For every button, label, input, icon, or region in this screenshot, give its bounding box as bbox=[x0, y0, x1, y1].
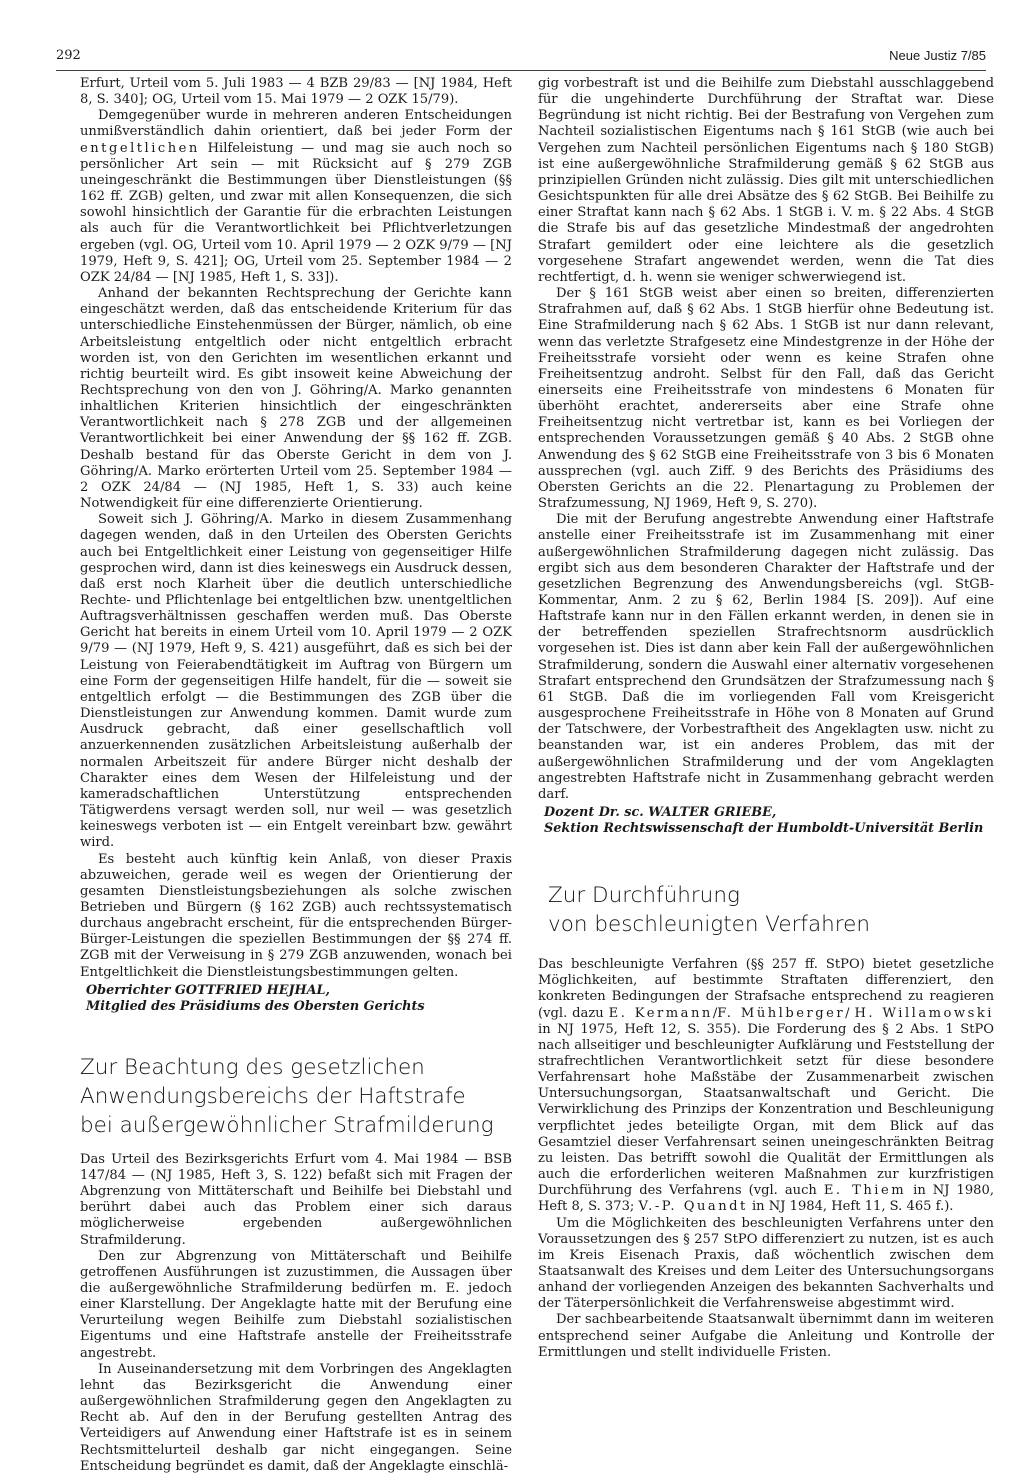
paragraph: Den zur Abgrenzung von Mittäterschaft und Beihilfe getroffenen Ausführungen ist zuzustimmen, die Aussagen über die außergewöhnliche Strafmilderung bedürfen m. E. jedoch einer Klarstellung. Der Angeklagte hatte mit der Berufung eine Verurteilung wegen Beihilfe zum Diebstahl sozialistischen Eigentums und eine Haftstrafe anstelle der Freiheitsstrafe angestrebt. bbox=[80, 1248, 512, 1361]
author-signature bbox=[538, 805, 994, 837]
author-name: Dozent Dr. sc. WALTER GRIEBE, bbox=[544, 805, 777, 821]
paragraph: In Auseinandersetzung mit dem Vorbringen des Angeklagten lehnt das Bezirksgericht die Anwendung einer außergewöhnlichen Strafmilderung gegen den Angeklagten zu Recht ab. Auf den in der Berufung gestellten Antrag des Verteidigers auf Anwendung einer Haftstrafe ist es in seinem Rechtsmittelurteil deshalb gar nicht eingegangen. Seine Entscheidung begründet es damit, daß der Angeklagte einschlä- bbox=[80, 1361, 512, 1474]
author-affiliation: Sektion Rechtswissenschaft der Humboldt-Universität Berlin bbox=[544, 821, 984, 837]
paragraph: Die mit der Berufung angestrebte Anwendung einer Haftstrafe anstelle einer Freiheitsstrafe ist im Zusammenhang mit einer außergewöhnlichen Strafmilderung dagegen nicht zulässig. Das ergibt sich aus dem besonderen Charakter der Haftstrafe und der gesetzlichen Begrenzung des Anwendungsbereichs (vgl. StGB-Kommentar, Anm. 2 zu § 62, Berlin 1984 [S. 209]). Auf eine Haftstrafe kann nur in den Fällen erkannt werden, in denen sie in der betreffenden speziellen Strafrechtsnorm ausdrücklich vorgesehen ist. Dies ist dann aber kein Fall der außergewöhnlichen Strafmilderung, sondern die Auswahl einer alternativ vorgesehenen Strafart entsprechend den Grundsätzen der Strafzumessung nach § 61 StGB. Daß die im vorliegenden Fall vom Kreisgericht ausgesprochene Freiheitsstrafe in Höhe von 8 Monaten auf Grund der Tatschwere, der Vorbestraftheit des Angeklagten usw. nicht zu beanstanden war, ist ein anderes Problem, das mit der außergewöhnlichen Strafmilderung und der vom Angeklagten angestrebten Haftstrafe nicht in Zusammenhang gebracht werden darf. bbox=[538, 512, 994, 802]
paragraph: Demgegenüber wurde in mehreren anderen Entscheidungen unmißverständlich dahin orientiert, daß bei jeder Form der entgeltlichen Hilfeleistung — und mag sie auch noch so persönlicher Art sein — mit Rücksicht auf § 279 ZGB uneingeschränkt die Bestimmungen über Dienstleistungen (§§ 162 ff. ZGB) gelten, und zwar mit allen Konsequenzen, die sich sowohl hinsichtlich der Garantie für die erbrachten Leistungen als auch für die Verantwortlichkeit bei Pflichtverletzungen ergeben (vgl. OG, Urteil vom 10. April 1979 — 2 OZK 9/79 — [NJ 1979, Heft 9, S. 421]; OG, Urteil vom 25. September 1984 — 2 OZK 24/84 — [NJ 1985, Heft 1, S. 33]). bbox=[80, 108, 512, 285]
author-affiliation: Mitglied des Präsidiums des Obersten Gerichts bbox=[86, 998, 425, 1014]
author-signature bbox=[80, 983, 512, 1015]
paragraph: gig vorbestraft ist und die Beihilfe zum Diebstahl ausschlaggebend für die ungehinderte Durchführung der Straftat war. Diese Begründung ist nicht richtig. Bei der Bestrafung von Vergehen zum Nachteil sozialistischen Eigentums nach § 161 StGB (wie auch bei Vergehen zum Nachteil persönlichen Eigentums nach § 180 StGB) ist eine außergewöhnliche Strafmilderung gemäß § 62 StGB aus prinzipiellen Gründen nicht zulässig. Dies gilt mit unterschiedlichen Gesichtspunkten für alle drei Absätze des § 62 StGB. Bei Beihilfe zu einer Straftat kann nach § 62 Abs. 1 StGB i. V. m. § 22 Abs. 4 StGB die Strafe bis auf das gesetzliche Mindestmaß der angedrohten Strafart gemildert oder eine leichtere als die gesetzlich vorgesehene Strafart angewendet werden, wenn die Tat dies rechtfertigt, d. h. wenn sie weniger schwerwiegend ist. bbox=[538, 76, 994, 285]
paragraph: Der § 161 StGB weist aber einen so breiten, differenzierten Strafrahmen auf, daß § 62 Abs. 1 StGB hierfür ohne Bedeutung ist. Eine Strafmilderung nach § 62 Abs. 1 StGB ist nur dann relevant, wenn das verletzte Strafgesetz eine Mindestgrenze in der Höhe der Freiheitsstrafe vorsieht oder wenn es keine Strafen ohne Freiheitsentzug androht. Selbst für den Fall, daß das Gericht einerseits eine Freiheitsstrafe von mindestens 6 Monaten für überhöht erachtet, andererseits aber eine Strafe ohne Freiheitsentzug nicht vertretbar ist, kann es bei Vorliegen der entsprechenden Voraussetzungen gemäß § 40 Abs. 2 StGB ohne Anwendung des § 62 StGB eine Freiheitsstrafe von 3 bis 6 Monaten aussprechen (vgl. auch Ziff. 9 des Berichts des Präsidiums des Obersten Gerichts an die 22. Plenartagung zu Problemen der Strafzumessung, NJ 1969, Heft 9, S. 270). bbox=[538, 286, 994, 512]
paragraph: Soweit sich J. Göhring/A. Marko in diesem Zusammenhang dagegen wenden, daß in den Urteilen des Obersten Gerichts auch bei Entgeltlichkeit einer Leistung von gegenseitiger Hilfe gesprochen wird, dann ist dies keineswegs ein Ausdruck dessen, daß erst noch Klarheit über die deutlich unterschiedliche Rechte- und Pflichtenlage bei entgeltlichen bzw. unentgeltlichen Auftragsverhältnissen geschaffen werden muß. Das Oberste Gericht hat bereits in einem Urteil vom 10. April 1979 — 2 OZK 9/79 — (NJ 1979, Heft 9, S. 421) ausgeführt, daß es sich bei der Leistung von Feierabendtätigkeit im Auftrag von Bürgern um eine Form der gegenseitigen Hilfe handelt, für die — soweit sie entgeltlich erfolgt — die Bestimmungen des ZGB über die Dienstleistungen zur Anwendung kommen. Damit wurde zum Ausdruck gebracht, daß einer gesellschaftlich voll anzuerkennenden zusätzlichen Arbeitsleistung außerhalb der normalen Arbeitszeit für andere Bürger nicht deshalb der Charakter eines dem Wesen der Hilfeleistung und der kameradschaftlichen Unterstützung entsprechenden Tätigwerdens versagt werden soll, nur weil — was gesetzlich keineswegs verboten ist — ein Entgelt vereinbart bzw. gewährt wird. bbox=[80, 512, 512, 851]
paragraph: Anhand der bekannten Rechtsprechung der Gerichte kann eingeschätzt werden, daß das entscheidende Kriterium für das unterschiedliche Einstehenmüssen der Bürger, nämlich, ob eine Arbeitsleistung entgeltlich oder nicht entgeltlich erbracht worden ist, von den Gerichten im wesentlichen erkannt und richtig beurteilt wird. Es gibt insoweit keine Abweichung der Rechtsprechung von den von J. Göhring/A. Marko genannten inhaltlichen Kriterien hinsichtlich der eingeschränkten Verantwortlichkeit nach § 278 ZGB und der allgemeinen Verantwortlichkeit bei einer Anwendung der §§ 162 ff. ZGB. Deshalb bestand für das Oberste Gericht in dem von J. Göhring/A. Marko erörterten Urteil vom 25. September 1984 — 2 OZK 24/84 — (NJ 1985, Heft 1, S. 33) auch keine Notwendigkeit für eine differenzierte Orientierung. bbox=[80, 286, 512, 512]
paragraph: Das Urteil des Bezirksgerichts Erfurt vom 4. Mai 1984 — BSB 147/84 — (NJ 1985, Heft 3, S. 122) befaßt sich mit Fragen der Abgrenzung von Mittäterschaft und Beihilfe bei Diebstahl und berührt dabei auch das Problem einer sich daraus möglicherweise ergebenden außergewöhnlichen Strafmilderung. bbox=[80, 1151, 512, 1248]
spaced-emphasis: entgeltlichen bbox=[80, 140, 200, 156]
paragraph: Der sachbearbeitende Staatsanwalt übernimmt dann im weiteren entsprechend seiner Aufgabe die Anleitung und Kontrolle der Ermittlungen und stellt individuelle Fristen. bbox=[538, 1312, 994, 1360]
page-header bbox=[56, 46, 986, 71]
author-name: Oberrichter GOTTFRIED HEJHAL, bbox=[86, 982, 330, 998]
journal-issue: Neue Justiz 7/85 bbox=[889, 48, 986, 63]
paragraph: Es besteht auch künftig kein Anlaß, von dieser Praxis abzuweichen, gerade weil es wegen der Orientierung der gesamten Dienstleistungsbeziehungen als solche zwischen Betrieben und Bürgern (§ 162 ZGB) auch rechtssystematisch durchaus angebracht erscheint, für die entsprechenden Bürger-Bürger-Leistungen die speziellen Bestimmungen der §§ 274 ff. ZGB mit der Verweisung in § 279 ZGB anzuwenden, wonach bei Entgeltlichkeit die Dienstleistungsbestimmungen gelten. bbox=[80, 851, 512, 980]
paragraph: Das beschleunigte Verfahren (§§ 257 ff. StPO) bietet gesetzliche Möglichkeiten, auf bestimmte Straftaten differenziert, den konkreten Bedingungen der Strafsache entsprechend zu reagieren (vgl. dazu E. Kermann/F. Mühlberger/ H. Willamowski in NJ 1975, Heft 12, S. 355). Die Forderung des § 2 Abs. 1 StPO nach allseitiger und beschleunigter Aufklärung und Feststellung der strafrechtlichen Verantwortlichkeit setzt für diese besondere Verfahrensart hohe Maßstäbe der Zusammenarbeit zwischen Untersuchungsorgan, Staatsanwaltschaft und Gericht. Die Verwirklichung des Prinzips der Konzentration und Beschleunigung verpflichtet jedes beteiligte Organ, mit dem Blick auf das Gesamtziel dieser Verfahrensart seinen uneingeschränkten Beitrag zu leisten. Das betrifft sowohl die Qualität der Ermittlungen als auch die erforderlichen weiteren Maßnahmen zur kurzfristigen Durchführung des Verfahrens (vgl. auch E. Thiem in NJ 1980, Heft 8, S. 373; V.-P. Quandt in NJ 1984, Heft 11, S. 465 f.). bbox=[538, 957, 994, 1215]
left-column bbox=[80, 76, 512, 1475]
right-column bbox=[538, 76, 994, 1361]
article-heading: Zur Beachtung des gesetzlichen Anwendungsbereichs der Haftstrafe bei außergewöhnlicher Strafmilderung bbox=[80, 1054, 494, 1138]
paragraph: Um die Möglichkeiten des beschleunigten Verfahrens unter den Voraussetzungen des § 257 StPO differenziert zu nutzen, ist es auch im Kreis Eisenach Praxis, daß wöchentlich zwischen dem Staatsanwalt des Kreises und dem Leiter des Untersuchungsorgans anhand der vorliegenden Anzeigen des bekannten Sachverhalts und der Täterpersönlichkeit die Verfahrensweise abgestimmt wird. bbox=[538, 1215, 994, 1312]
article-heading: Zur Durchführung von beschleunigten Verfahren bbox=[548, 883, 871, 938]
paragraph: Erfurt, Urteil vom 5. Juli 1983 — 4 BZB 29/83 — [NJ 1984, Heft 8, S. 340]; OG, Urteil vom 15. Mai 1979 — 2 OZK 15/79). bbox=[80, 76, 512, 108]
page-number: 292 bbox=[56, 48, 81, 63]
